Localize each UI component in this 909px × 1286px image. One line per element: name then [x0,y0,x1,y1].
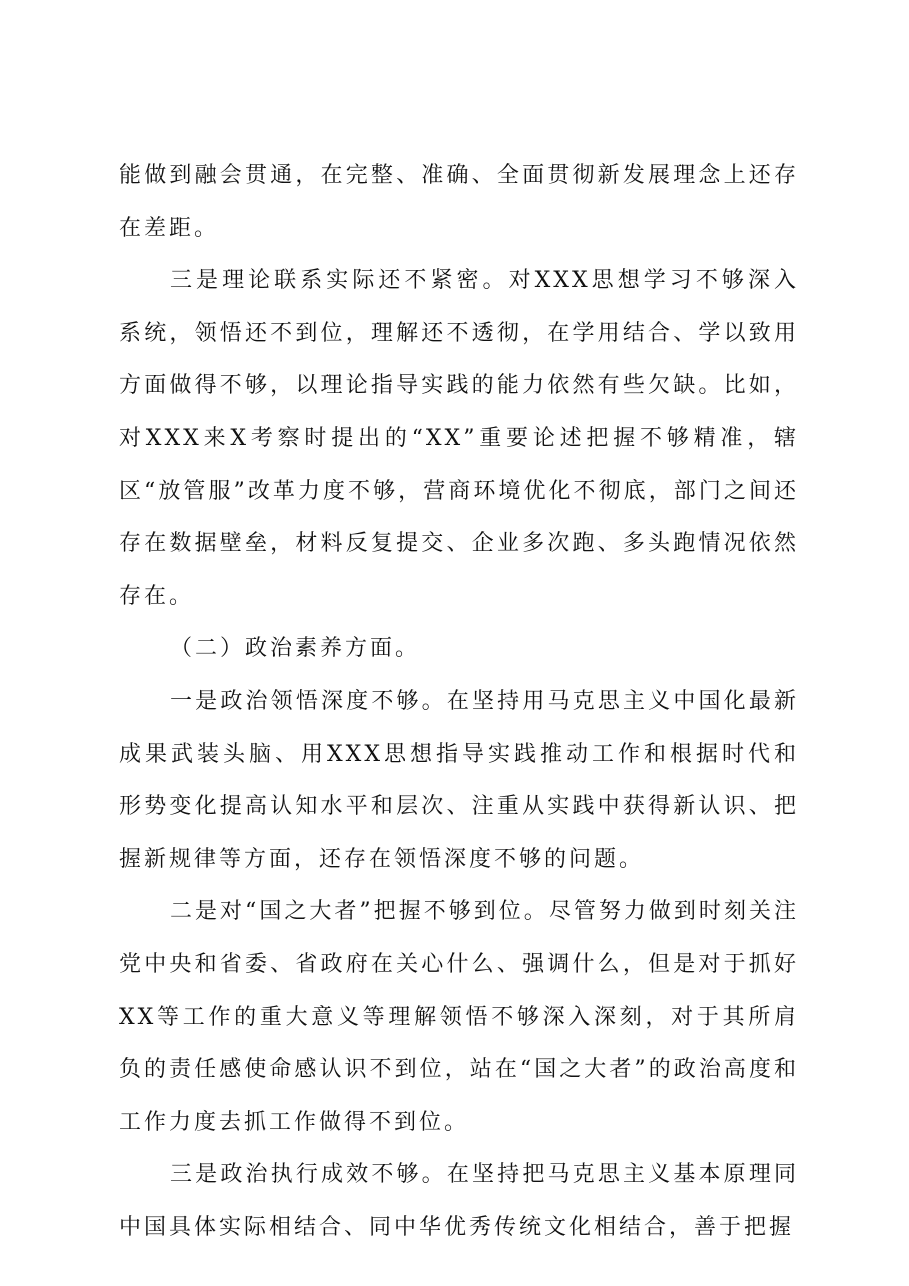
paragraph-political-comprehension: 一是政治领悟深度不够。在坚持用马克思主义中国化最新成果武装头脑、用XXX思想指导实践推动工作和根据时代和形势变化提高认知水平和层次、注重从实践中获得新认识、把握新规律等方面，还存在领悟深度不够的问题。 [119,688,799,872]
paragraph-national-priorities: 二是对“国之大者”把握不够到位。尽管努力做到时刻关注党中央和省委、省政府在关心什么、强调什么，但是对于抓好XX等工作的重大意义等理解领悟不够深入深刻，对于其所肩负的责任感使命感认识不到位，站在“国之大者”的政治高度和工作力度去抓工作做得不到位。 [119,899,799,1135]
paragraph-political-execution: 三是政治执行成效不够。在坚持把马克思主义基本原理同中国具体实际相结合、同中华优秀传统文化相结合，善于把握 [119,1162,799,1240]
paragraph-continuation: 能做到融会贯通，在完整、准确、全面贯彻新发展理念上还存在差距。 [119,163,799,241]
document-body [119,150,799,1254]
paragraph-theory-practice: 三是理论联系实际还不紧密。对XXX思想学习不够深入系统，领悟还不到位，理解还不透彻，在学用结合、学以致用方面做得不够，以理论指导实践的能力依然有些欠缺。比如，对XXX来X考察时提出的“XX”重要论述把握不够精准，辖区“放管服”改革力度不够，营商环境优化不彻底，部门之间还存在数据壁垒，材料反复提交、企业多次跑、多头跑情况依然存在。 [119,268,799,609]
section-heading-political-literacy: （二）政治素养方面。 [170,636,421,662]
